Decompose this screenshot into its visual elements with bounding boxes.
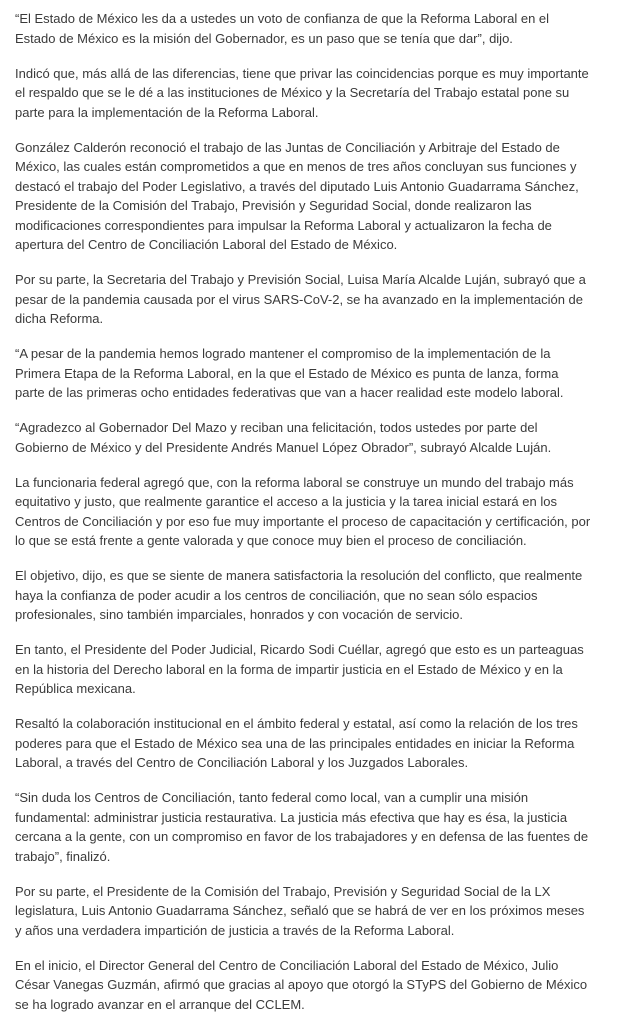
article-paragraph: González Calderón reconoció el trabajo de las Juntas de Conciliación y Arbitraje del Estado de México, las cuales están comprometidos a que en menos de tres años concluyan sus funciones y destacó el trabajo del Poder Legislativo, a través del diputado Luis Antonio Guadarrama Sánchez, Presidente de la Comisión del Trabajo, Previsión y Seguridad Social, donde realizaron las modificaciones correspondientes para impulsar la Reforma Laboral y actualizaron la fecha de apertura del Centro de Conciliación Laboral del Estado de México. [15,139,579,252]
article-paragraph: “A pesar de la pandemia hemos logrado mantener el compromiso de la implementación de la Primera Etapa de la Reforma Laboral, en la que el Estado de México es punta de lanza, forma parte de las primeras ocho entidades federativas que van a hacer realidad este modelo laboral. [15,346,564,400]
article-paragraph: “El Estado de México les da a ustedes un voto de confianza de que la Reforma Laboral en el Estado de México es la misión del Gobernador, es un paso que se tenía que dar”, dijo. [15,11,550,46]
article-paragraph: La funcionaria federal agregó que, con la reforma laboral se construye un mundo del trabajo más equitativo y justo, que realmente garantice el acceso a la justicia y la tarea inicial estará en los Centros de Conciliación y por eso fue muy importante el proceso de capacitación y certificación, por lo que se está frente a gente valorada y que conoce muy bien el proceso de conciliación. [15,474,591,548]
article-paragraph: El objetivo, dijo, es que se siente de manera satisfactoria la resolución del conflicto, que realmente haya la confianza de poder acudir a los centros de conciliación, que no sean sólo espacios profesionales, sino también imparciales, honrados y con vocación de servicio. [15,568,583,622]
article-body [15,9,591,1030]
article-paragraph: En el inicio, el Director General del Centro de Conciliación Laboral del Estado de México, Julio César Vanegas Guzmán, afirmó que gracias al apoyo que otorgó la STyPS del Gobierno de México se ha logrado avanzar en el arranque del CCLEM. [15,957,588,1012]
article-paragraph: Por su parte, la Secretaria del Trabajo y Previsión Social, Luisa María Alcalde Luján, subrayó que a pesar de la pandemia causada por el virus SARS-CoV-2, se ha avanzado en la implementación de dicha Reforma. [15,272,586,326]
article-paragraph: Por su parte, el Presidente de la Comisión del Trabajo, Previsión y Seguridad Social de la LX legislatura, Luis Antonio Guadarrama Sánchez, señaló que se habrá de ver en los próximos meses y años una verdadera impartición de justicia a través de la Reforma Laboral. [15,883,585,938]
article-paragraph: Indicó que, más allá de las diferencias, tiene que privar las coincidencias porque es muy importante el respaldo que se le dé a las instituciones de México y la Secretaría del Trabajo estatal pone su parte para la implementación de la Reforma Laboral. [15,65,589,120]
article-paragraph: Resaltó la colaboración institucional en el ámbito federal y estatal, así como la relación de los tres poderes para que el Estado de México sea una de las principales entidades en iniciar la Reforma Laboral, a través del Centro de Conciliación Laboral y los Juzgados Laborales. [15,716,578,770]
article-paragraph: “Agradezco al Gobernador Del Mazo y reciban una felicitación, todos ustedes por parte del Gobierno de México y del Presidente Andrés Manuel López Obrador”, subrayó Alcalde Luján. [15,420,552,455]
article-paragraph: “Sin duda los Centros de Conciliación, tanto federal como local, van a cumplir una misión fundamental: administrar justicia restaurativa. La justicia más efectiva que hay es ésa, la justicia cercana a la gente, con un compromiso en favor de los trabajadores y en defensa de las fuentes de trabajo”, finalizó. [15,790,589,864]
article-paragraph: En tanto, el Presidente del Poder Judicial, Ricardo Sodi Cuéllar, agregó que esto es un parteaguas en la historia del Derecho laboral en la forma de impartir justicia en el Estado de México y en la República mexicana. [15,642,584,696]
